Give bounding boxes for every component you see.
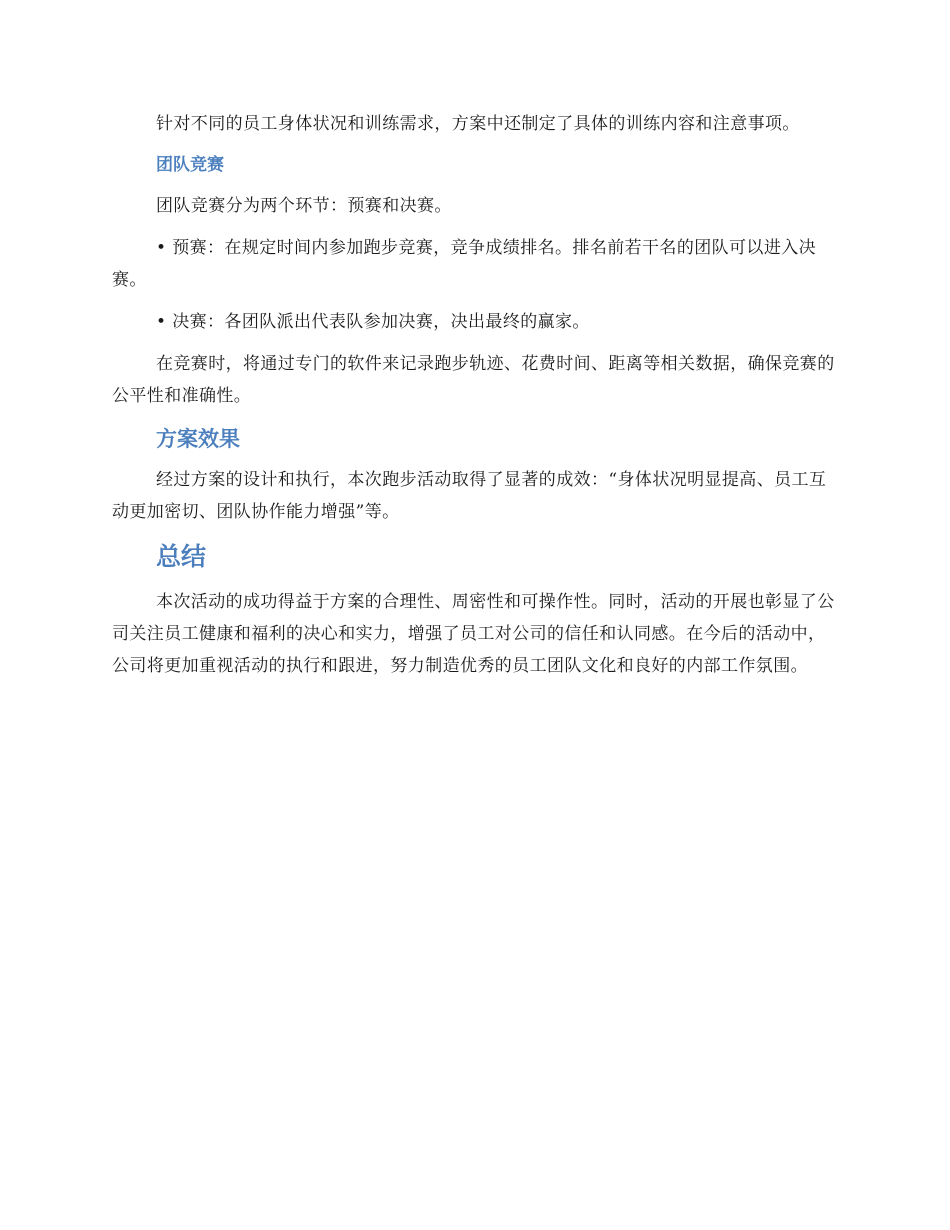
bullet-preliminary: • 预赛：在规定时间内参加跑步竞赛，竞争成绩排名。排名前若干名的团队可以进入决赛。 <box>112 238 817 290</box>
heading-plan-effect: 方案效果 <box>156 427 240 451</box>
heading-team-competition: 团队竞赛 <box>156 155 224 175</box>
paragraph-team-closing: 在竞赛时，将通过专门的软件来记录跑步轨迹、花费时间、距离等相关数据，确保竞赛的公平性和准确性。 <box>112 354 835 406</box>
paragraph-summary: 本次活动的成功得益于方案的合理性、周密性和可操作性。同时，活动的开展也彰显了公司关注员工健康和福利的决心和实力，增强了员工对公司的信任和认同感。在今后的活动中，公司将更加重视活动的执行和跟进，努力制造优秀的员工团队文化和良好的内部工作氛围。 <box>112 592 835 676</box>
bullet-final: • 决赛：各团队派出代表队参加决赛，决出最终的赢家。 <box>156 312 590 332</box>
paragraph-plan-effect: 经过方案的设计和执行，本次跑步活动取得了显著的成效：“身体状况明显提高、员工互动更加密切、团队协作能力增强”等。 <box>112 470 827 522</box>
heading-summary: 总结 <box>156 542 207 571</box>
document-page <box>112 108 840 692</box>
paragraph-team-intro: 团队竞赛分为两个环节：预赛和决赛。 <box>156 196 452 216</box>
paragraph-training-notes: 针对不同的员工身体状况和训练需求，方案中还制定了具体的训练内容和注意事项。 <box>156 114 800 134</box>
